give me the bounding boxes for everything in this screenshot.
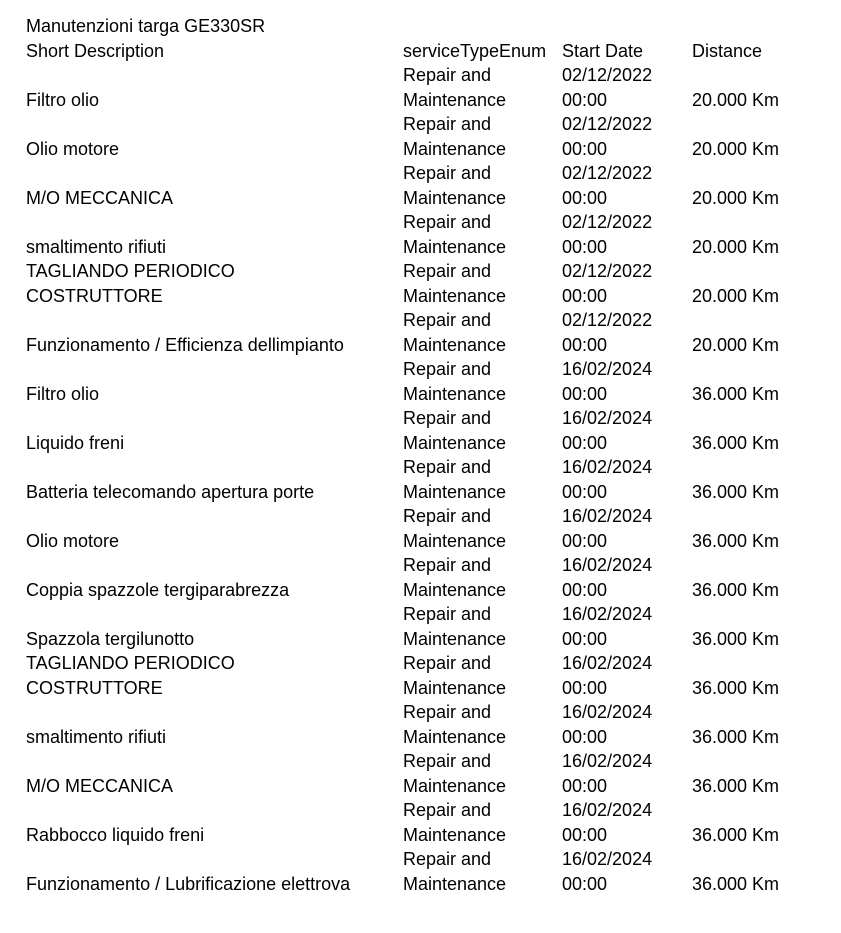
- row-service-type: Maintenance: [403, 824, 507, 845]
- header-start-date: Start Date: [562, 41, 644, 61]
- row-service-type: Repair and: [403, 114, 492, 134]
- row-start-time: 00:00: [562, 187, 608, 208]
- row-service-type: Repair and: [403, 604, 492, 624]
- row-start-date: 16/02/2024: [562, 800, 653, 820]
- row-start-date: 16/02/2024: [562, 751, 653, 771]
- row-service-type: Maintenance: [403, 383, 507, 404]
- row-distance: 20.000 Km: [692, 138, 780, 159]
- row-service-type: Repair and: [403, 457, 492, 477]
- row-start-time: 00:00: [562, 481, 608, 502]
- row-start-time: 00:00: [562, 432, 608, 453]
- row-service-type: Maintenance: [403, 579, 507, 600]
- row-start-date: 02/12/2022: [562, 212, 653, 232]
- row-distance: 36.000 Km: [692, 726, 780, 747]
- row-service-type: Repair and: [403, 65, 492, 85]
- row-start-time: 00:00: [562, 89, 608, 110]
- row-service-type: Maintenance: [403, 530, 507, 551]
- row-start-time: 00:00: [562, 726, 608, 747]
- row-distance: 36.000 Km: [692, 628, 780, 649]
- row-start-time: 00:00: [562, 285, 608, 306]
- report-title: Manutenzioni targa GE330SR: [26, 16, 266, 36]
- row-start-time: 00:00: [562, 677, 608, 698]
- row-description: Liquido freni: [26, 432, 125, 453]
- row-distance: 20.000 Km: [692, 334, 780, 355]
- row-start-date: 16/02/2024: [562, 604, 653, 624]
- row-description: COSTRUTTORE: [26, 677, 163, 698]
- row-service-type: Repair and: [403, 751, 492, 771]
- row-start-date: 16/02/2024: [562, 555, 653, 575]
- row-description: Olio motore: [26, 138, 120, 159]
- row-service-type: Maintenance: [403, 285, 507, 306]
- row-start-date: 02/12/2022: [562, 114, 653, 134]
- row-description: M/O MECCANICA: [26, 775, 174, 796]
- row-service-type: Maintenance: [403, 481, 507, 502]
- row-start-time: 00:00: [562, 628, 608, 649]
- header-service-type: serviceTypeEnum: [403, 41, 547, 61]
- row-service-type: Maintenance: [403, 236, 507, 257]
- row-start-date: 16/02/2024: [562, 849, 653, 869]
- row-service-type: Repair and: [403, 261, 492, 281]
- row-service-type: Repair and: [403, 506, 492, 526]
- row-start-date: 02/12/2022: [562, 310, 653, 330]
- row-start-time: 00:00: [562, 138, 608, 159]
- row-description: TAGLIANDO PERIODICO: [26, 261, 235, 281]
- row-description: Coppia spazzole tergiparabrezza: [26, 579, 290, 600]
- row-distance: 20.000 Km: [692, 89, 780, 110]
- row-description: COSTRUTTORE: [26, 285, 163, 306]
- row-service-type: Maintenance: [403, 677, 507, 698]
- row-start-time: 00:00: [562, 530, 608, 551]
- row-start-date: 16/02/2024: [562, 457, 653, 477]
- row-service-type: Maintenance: [403, 432, 507, 453]
- row-start-date: 16/02/2024: [562, 408, 653, 428]
- row-description: Batteria telecomando apertura porte: [26, 481, 315, 502]
- row-distance: 36.000 Km: [692, 579, 780, 600]
- row-service-type: Repair and: [403, 555, 492, 575]
- row-description: Funzionamento / Lubrificazione elettrova: [26, 873, 351, 894]
- row-service-type: Maintenance: [403, 187, 507, 208]
- row-description: M/O MECCANICA: [26, 187, 174, 208]
- row-service-type: Repair and: [403, 359, 492, 379]
- row-service-type: Maintenance: [403, 775, 507, 796]
- row-start-date: 16/02/2024: [562, 653, 653, 673]
- row-service-type: Maintenance: [403, 138, 507, 159]
- header-distance: Distance: [692, 41, 763, 61]
- row-start-time: 00:00: [562, 775, 608, 796]
- row-distance: 36.000 Km: [692, 873, 780, 894]
- header-description: Short Description: [26, 41, 165, 61]
- row-description: Rabbocco liquido freni: [26, 824, 205, 845]
- row-description: Spazzola tergilunotto: [26, 628, 195, 649]
- row-distance: 36.000 Km: [692, 677, 780, 698]
- row-description: smaltimento rifiuti: [26, 726, 167, 747]
- row-start-date: 16/02/2024: [562, 506, 653, 526]
- row-distance: 36.000 Km: [692, 432, 780, 453]
- row-start-time: 00:00: [562, 334, 608, 355]
- row-service-type: Maintenance: [403, 628, 507, 649]
- row-service-type: Repair and: [403, 849, 492, 869]
- row-distance: 36.000 Km: [692, 775, 780, 796]
- row-service-type: Repair and: [403, 408, 492, 428]
- row-start-date: 02/12/2022: [562, 261, 653, 281]
- row-service-type: Repair and: [403, 310, 492, 330]
- row-service-type: Maintenance: [403, 334, 507, 355]
- row-service-type: Repair and: [403, 212, 492, 232]
- row-start-date: 02/12/2022: [562, 65, 653, 85]
- row-description: smaltimento rifiuti: [26, 236, 167, 257]
- row-distance: 36.000 Km: [692, 824, 780, 845]
- row-start-time: 00:00: [562, 579, 608, 600]
- row-start-time: 00:00: [562, 873, 608, 894]
- row-service-type: Maintenance: [403, 873, 507, 894]
- row-description: Filtro olio: [26, 383, 100, 404]
- row-start-date: 16/02/2024: [562, 702, 653, 722]
- row-start-date: 02/12/2022: [562, 163, 653, 183]
- row-service-type: Repair and: [403, 702, 492, 722]
- row-description: Filtro olio: [26, 89, 100, 110]
- row-start-time: 00:00: [562, 824, 608, 845]
- row-distance: 20.000 Km: [692, 236, 780, 257]
- row-description: TAGLIANDO PERIODICO: [26, 653, 235, 673]
- row-start-time: 00:00: [562, 236, 608, 257]
- row-service-type: Maintenance: [403, 726, 507, 747]
- row-description: Funzionamento / Efficienza dellimpianto: [26, 334, 344, 355]
- row-description: Olio motore: [26, 530, 120, 551]
- row-start-date: 16/02/2024: [562, 359, 653, 379]
- row-service-type: Repair and: [403, 653, 492, 673]
- row-start-time: 00:00: [562, 383, 608, 404]
- row-service-type: Maintenance: [403, 89, 507, 110]
- row-distance: 20.000 Km: [692, 187, 780, 208]
- row-distance: 36.000 Km: [692, 481, 780, 502]
- row-distance: 20.000 Km: [692, 285, 780, 306]
- row-distance: 36.000 Km: [692, 383, 780, 404]
- row-distance: 36.000 Km: [692, 530, 780, 551]
- row-service-type: Repair and: [403, 163, 492, 183]
- row-service-type: Repair and: [403, 800, 492, 820]
